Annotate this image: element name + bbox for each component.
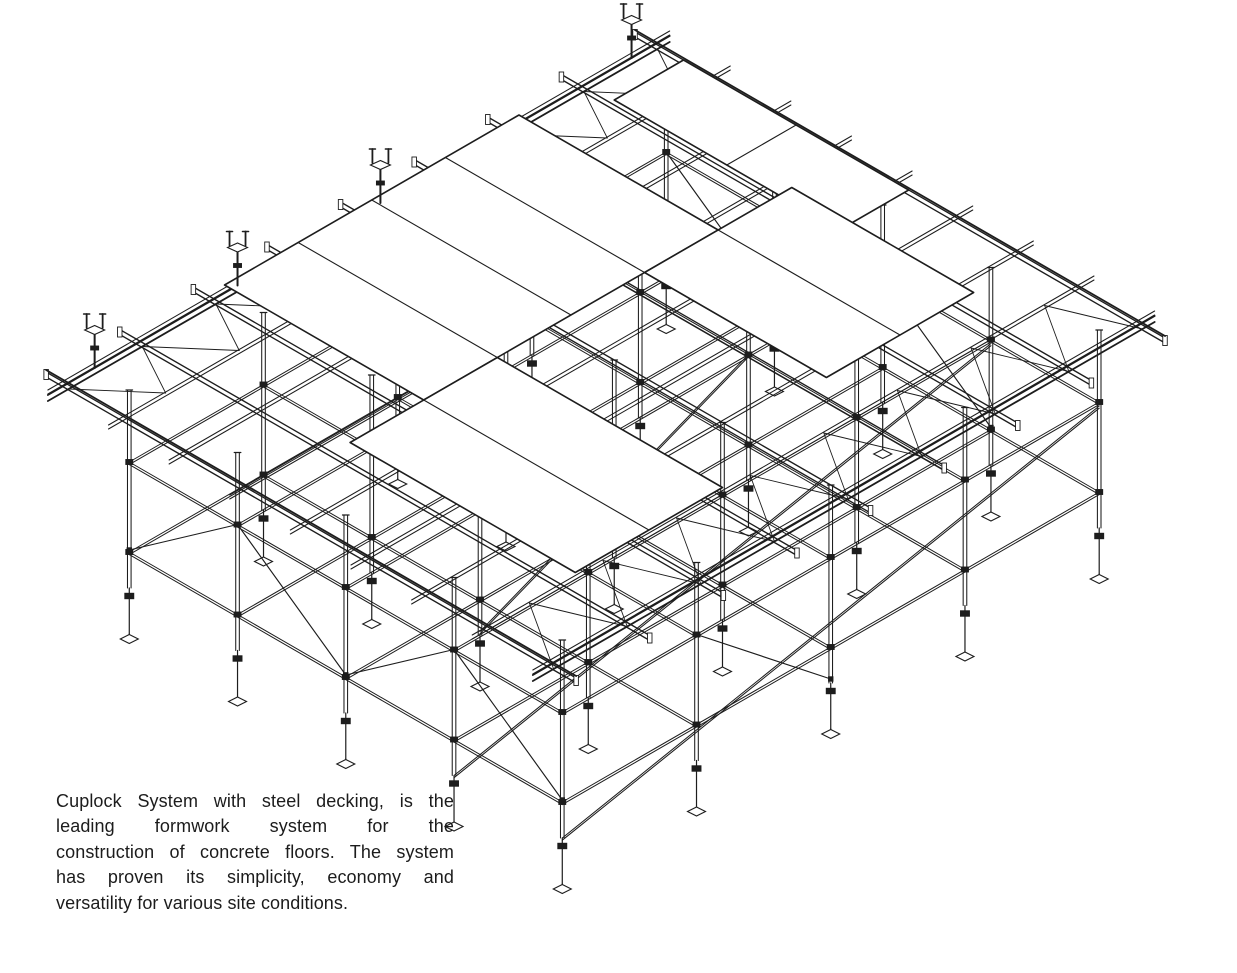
caption-text	[56, 789, 454, 916]
caption-line: versatility for various site conditions.	[56, 892, 349, 913]
caption-line: leading formwork system for the	[56, 816, 454, 837]
caption-line: Cuplock System with steel decking, is the	[56, 791, 454, 811]
caption-line: has proven its simplicity, economy and	[56, 867, 454, 888]
caption-line: construction of concrete floors. The system	[56, 841, 454, 862]
